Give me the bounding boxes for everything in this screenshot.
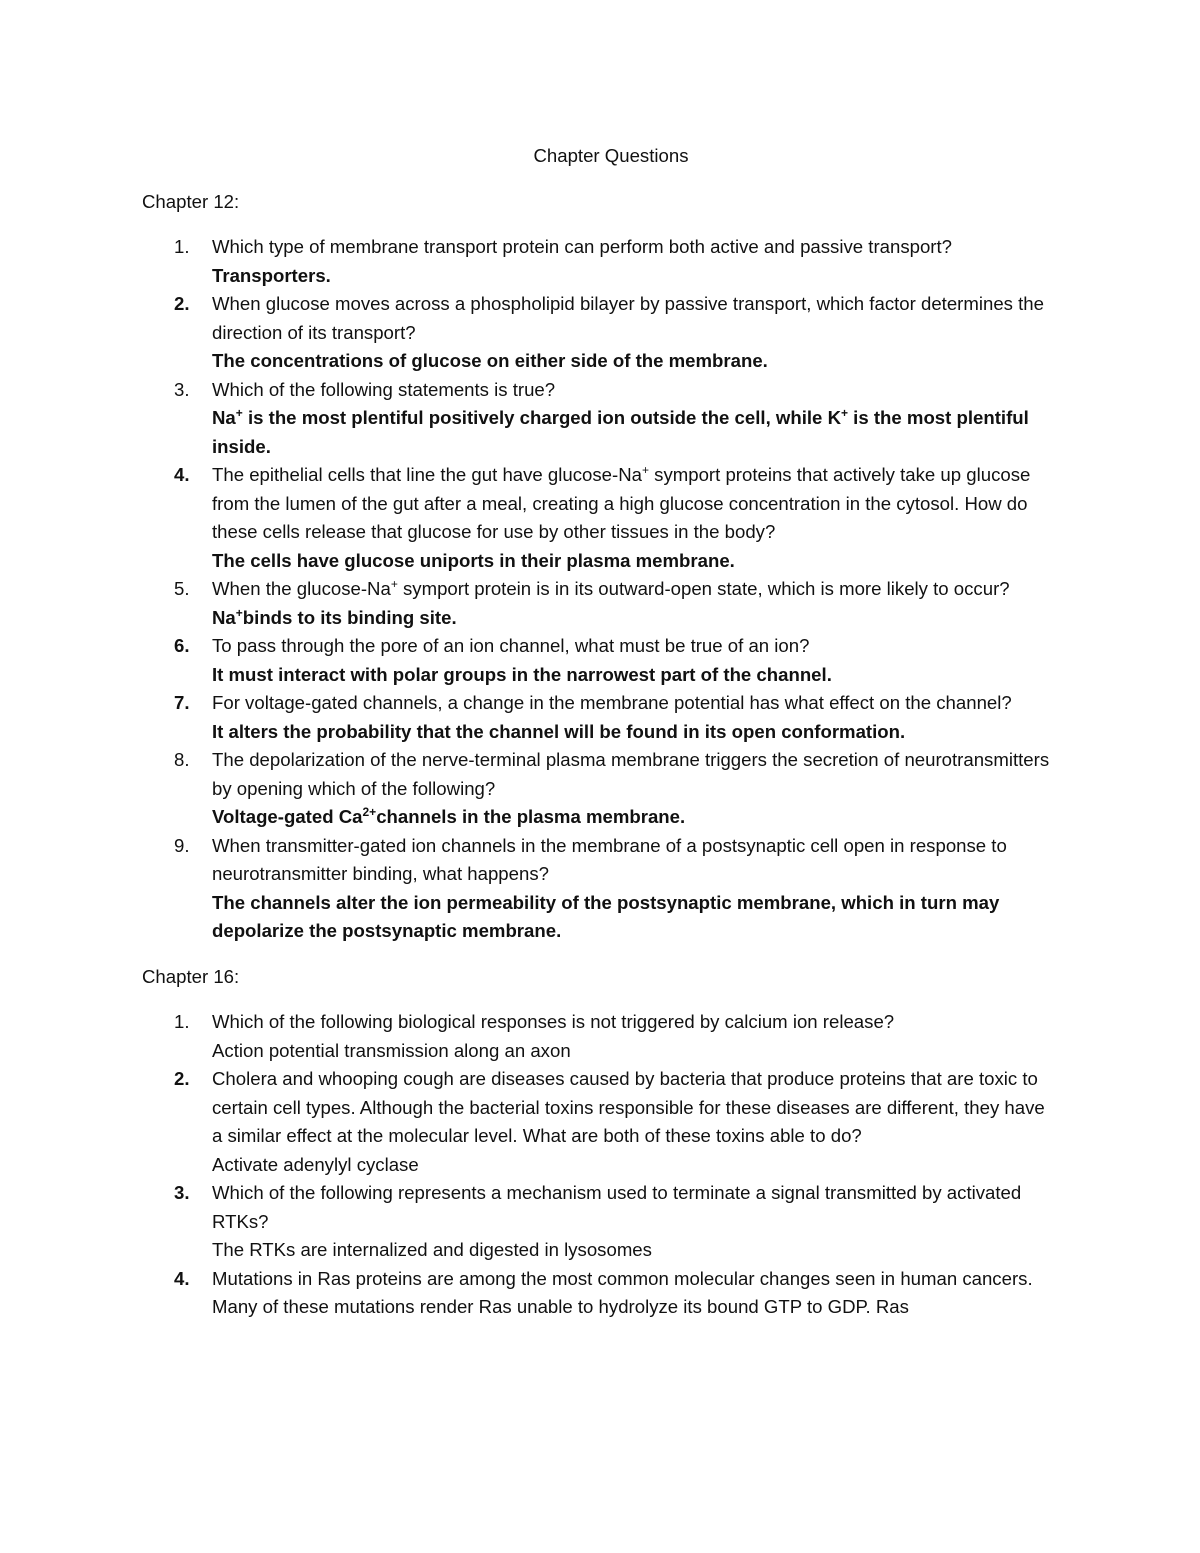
chapters-container [142, 188, 1050, 1322]
text-run: When glucose moves across a phospholipid bilayer by passive transport, which factor determines the direction of its transport? [212, 293, 1044, 343]
question-number: 5. [174, 578, 190, 599]
question-item [142, 376, 1050, 462]
question-item [142, 1065, 1050, 1179]
answer-text [212, 1037, 1050, 1066]
superscript: + [390, 577, 398, 591]
text-run: To pass through the pore of an ion channel, what must be true of an ion? [212, 635, 810, 656]
text-run: Activate adenylyl cyclase [212, 1153, 419, 1175]
answer-text [212, 1236, 1050, 1265]
text-run: binds to its binding site. [242, 606, 457, 628]
text-run: channels in the plasma membrane. [376, 806, 686, 827]
text-run: symport protein is in its outward-open state, which is more likely to occur? [397, 578, 1010, 599]
question-list [142, 233, 1050, 946]
text-run: The RTKs are internalized and digested in lysosomes [212, 1239, 652, 1260]
text-run: It must interact with polar groups in the narrowest part of the channel. [212, 663, 832, 685]
page-title: Chapter Questions [533, 145, 689, 166]
question-item [142, 461, 1050, 575]
question-text [212, 1182, 1021, 1232]
question-item [142, 290, 1050, 376]
question-item [142, 233, 1050, 290]
question-text [212, 293, 1044, 343]
text-run: symport proteins that actively take up glucose from the lumen of the gut after a meal, creating a high glucose concentration in the cytosol. How do these cells release that glucose for use by other tissues in the body? [212, 464, 1031, 542]
question-number: 6. [174, 635, 190, 656]
question-number: 2. [174, 293, 190, 314]
question-text [212, 835, 1007, 885]
text-run: Voltage-gated Ca [212, 806, 363, 827]
superscript: + [235, 605, 243, 620]
question-text [212, 635, 809, 656]
question-number: 8. [174, 749, 190, 770]
superscript: 2+ [362, 805, 377, 819]
text-run: When transmitter-gated ion channels in the membrane of a postsynaptic cell open in response to neurotransmitter binding, what happens? [212, 834, 1007, 884]
superscript: + [841, 406, 849, 420]
question-number: 2. [174, 1068, 190, 1089]
question-number: 1. [174, 236, 190, 257]
question-text [212, 1268, 1033, 1318]
question-text [212, 749, 1049, 799]
text-run: The depolarization of the nerve-terminal plasma membrane triggers the secretion of neurotransmitters by opening which of the following? [212, 749, 1050, 799]
question-text [212, 379, 555, 400]
question-item [142, 632, 1050, 689]
question-number: 9. [174, 834, 190, 856]
text-run: Which type of membrane transport protein can perform both active and passive transport? [212, 236, 952, 257]
chapter-section [142, 188, 1050, 946]
text-run: Action potential transmission along an axon [212, 1039, 571, 1061]
answer-text [212, 718, 1050, 747]
text-run: Cholera and whooping cough are diseases caused by bacteria that produce proteins that are toxic to certain cell types. Although the bacterial toxins responsible for these diseases are different, they have a similar effect at the molecular level. What are both of these toxins able to do? [212, 1068, 1045, 1146]
question-number: 4. [174, 464, 190, 485]
answer-text [212, 347, 1050, 376]
text-run: When the glucose-Na [212, 578, 391, 599]
text-run: The concentrations of glucose on either side of the membrane. [212, 350, 768, 371]
question-text [212, 692, 1012, 713]
text-run: is the most plentiful inside. [212, 407, 1029, 457]
text-run: Mutations in Ras proteins are among the most common molecular changes seen in human cancers. Many of these mutations render Ras unable to hydrolyze its bound GTP to GDP. Ras [212, 1267, 1033, 1317]
text-run: The channels alter the ion permeability of the postsynaptic membrane, which in turn may depolarize the postsynaptic membrane. [212, 891, 1000, 941]
chapter-section [142, 963, 1050, 1322]
question-text [212, 464, 1030, 542]
text-run: Na [212, 606, 236, 628]
text-run: Which of the following represents a mechanism used to terminate a signal transmitted by activated RTKs? [212, 1182, 1022, 1232]
answer-text [212, 604, 1050, 633]
answer-text [212, 889, 1050, 946]
question-number: 3. [174, 1182, 190, 1203]
superscript: + [641, 463, 649, 477]
question-list [142, 1008, 1050, 1322]
answer-text [212, 661, 1050, 690]
text-run: Which of the following statements is true? [212, 378, 556, 400]
question-text [212, 1068, 1045, 1146]
chapter-spacer [142, 946, 1050, 963]
text-run: It alters the probability that the channel will be found in its open conformation. [212, 720, 906, 742]
answer-text [212, 1151, 1050, 1180]
question-text [212, 236, 952, 257]
question-text [212, 1011, 894, 1032]
answer-text [212, 547, 1050, 576]
answer-text [212, 803, 1050, 832]
text-run: For voltage-gated channels, a change in the membrane potential has what effect on the channel? [212, 692, 1012, 713]
question-item [142, 689, 1050, 746]
question-text [212, 578, 1010, 599]
answer-text [212, 262, 1050, 291]
question-item [142, 575, 1050, 632]
text-run: Which of the following biological responses is not triggered by calcium ion release? [212, 1011, 895, 1032]
chapter-heading: Chapter 12: [142, 190, 240, 212]
text-run: is the most plentiful positively charged ion outside the cell, while K [242, 407, 841, 428]
question-item [142, 832, 1050, 946]
question-item [142, 1008, 1050, 1065]
text-run: Transporters. [212, 264, 331, 286]
question-item [142, 746, 1050, 832]
question-item [142, 1179, 1050, 1265]
question-number: 1. [174, 1011, 190, 1032]
superscript: + [235, 406, 243, 420]
chapter-heading: Chapter 16: [142, 965, 240, 987]
question-number: 7. [174, 692, 190, 713]
text-run: The epithelial cells that line the gut have glucose-Na [212, 464, 642, 485]
question-number: 3. [174, 378, 190, 400]
answer-text [212, 404, 1050, 461]
question-item [142, 1265, 1050, 1322]
text-run: The cells have glucose uniports in their plasma membrane. [212, 549, 735, 571]
text-run: Na [212, 407, 236, 428]
question-number: 4. [174, 1267, 190, 1289]
